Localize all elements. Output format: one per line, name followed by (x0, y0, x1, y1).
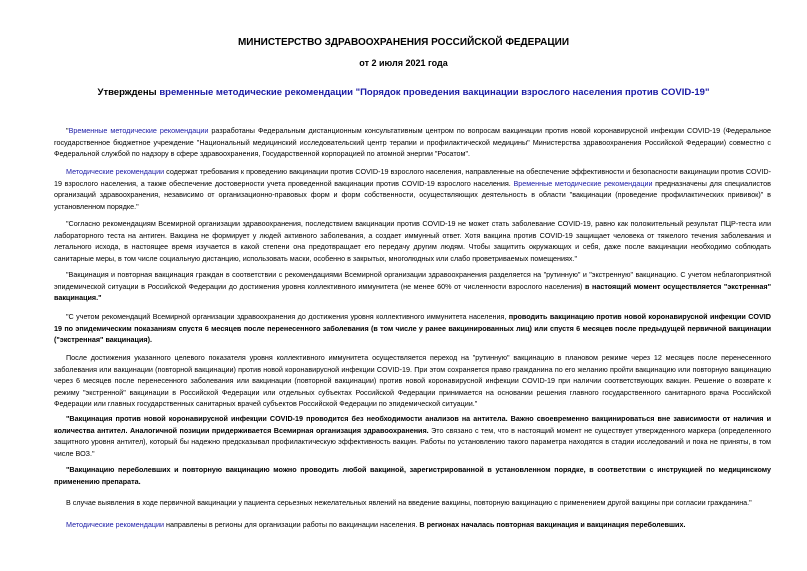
p1-link[interactable]: Временные методические рекомендации (68, 126, 209, 135)
p1-quote: " (66, 126, 69, 135)
p5-text: "С учетом рекомендаций Всемирной организации здравоохранения до достижения уровня коллективного иммунитета населения, (66, 312, 509, 321)
p1-text: разработаны Федеральным дистанционным консультативным центром по вопросам вакцинации против новой коронавирусной инфекции COVID-19 (Федеральное государственное бюджетное учреждение "Национальный медицинский исследовательский центр терапии и профилактической медицины" Министерства здравоохранения Российской Федерации) совместно с Федеральной службой по надзору в сфере здравоохранения, Государственной корпорацией по атомной энергии "Росатом". (54, 126, 771, 159)
paragraph-3 (54, 218, 771, 264)
paragraph-9 (54, 497, 771, 509)
document-date: от 2 июля 2021 года (359, 58, 448, 68)
p7-text: Это связано с тем, что в настоящий момент не существует утвержденного маркера (определенного защитного уровня антител), который бы надежно предсказывал профилактическую эффективность вакцин. Работы по установлению такого параметра находятся в стадии исследований и пока не приняты, в том числе ВОЗ." (54, 425, 771, 458)
p5-bold: проводить вакцинацию против новой коронавирусной инфекции COVID 19 по эпидемическим показаниям спустя 6 месяцев после перенесенного заболевания (в том числе у ранее вакцинированных лиц) или спустя 6 месяцев после предыдущей первичной вакцинации ("экстренная" вакцинация). (54, 312, 771, 345)
p2-text-2: предназначены для специалистов организаций здравоохранения, независимо от организационно-правовых форм и форм собственности, осуществляющих деятельность в области "вакцинации (проведение профилактических прививок)" в установленном порядке." (54, 178, 771, 211)
p10-link[interactable]: Методические рекомендации (66, 520, 165, 529)
p10-bold: В регионах началась повторная вакцинация и вакцинация переболевших. (419, 520, 686, 529)
paragraph-1 (54, 125, 771, 160)
paragraph-10 (54, 519, 771, 531)
approved-prefix: Утверждены (97, 87, 160, 98)
p8-bold: "Вакцинацию переболевших и повторную вакцинацию можно проводить любой вакциной, зарегистрированной в установленном порядке, в соответствии с инструкцией по медицинскому применению препарата. (54, 465, 771, 486)
p6-text: После достижения указанного целевого показателя уровня коллективного иммунитета осуществляется переход на "рутинную" вакцинацию в плановом режиме через 12 месяцев после перенесенного заболевания или вакцинации (повторной вакцинации) против новой коронавирусной инфекции COVID-19. При этом сохраняется право гражданина по его желанию пройти вакцинацию или повторную вакцинацию через 6 месяцев после перенесенного заболевания или вакцинации (повторной вакцинации) против новой коронавирусной инфекции COVID-19 при наличии соответствующих вакцин. Решение о возврате к режиму "экстренной" вакцинации в Российской Федерации или отдельных субъектах Российской Федерации принимается на основании решения главного государственного санитарного врача Российской Федерации или главных государственных санитарных врачей субъектов Российской Федерации по эпидемической ситуации." (54, 353, 771, 409)
paragraph-2 (54, 166, 771, 212)
paragraph-6 (54, 352, 771, 410)
approved-heading (0, 87, 807, 98)
paragraph-5 (54, 311, 771, 346)
paragraph-4 (54, 269, 771, 304)
p9-text: В случае выявления в ходе первичной вакцинации у пациента серьезных нежелательных явлений на введение вакцины, повторную вакцинацию с применением другой вакцины при согласии гражданина." (66, 498, 752, 507)
paragraph-8 (54, 464, 771, 487)
paragraph-7 (54, 413, 771, 459)
p2-text-1: содержат требования к проведению вакцинации против COVID-19 взрослого населения, направленные на обеспечение эффективности и безопасности вакцинации против COVID-19 взрослого населения, а также обеспечение достоверности учета проведенной вакцинации против COVID-19 взрослого населения. (54, 167, 771, 188)
approved-link[interactable]: временные методические рекомендации "Порядок проведения вакцинации взрослого населения против COVID-19" (159, 87, 710, 98)
p10-text: направлены в регионы для организации работы по вакцинации населения. (164, 520, 420, 529)
p4-bold: в настоящий момент осуществляется "экстренная" вакцинация." (54, 281, 771, 303)
p7-bold: "Вакцинация против новой коронавирусной инфекции COVID-19 проводится без необходимости анализов на антитела. Важно своевременно вакцинироваться вне зависимости от наличия и количества антител. Аналогичной позиции придерживается Всемирная организация здравоохранения. (54, 414, 771, 435)
p2-link-2[interactable]: Временные методические рекомендации (513, 178, 653, 188)
ministry-heading: МИНИСТЕРСТВО ЗДРАВООХРАНЕНИЯ РОССИЙСКОЙ ФЕДЕРАЦИИ (237, 37, 570, 48)
p4-text: "Вакцинация и повторная вакцинация граждан в соответствии с рекомендациями Всемирной организации здравоохранения разделяется на "рутинную" и "экстренную" вакцинацию. С учетом неблагоприятной эпидемической ситуации в Российской Федерации до достижения уровня коллективного иммунитета (не менее 60% от численности взрослого населения) (54, 270, 771, 291)
p3-text: "Согласно рекомендациям Всемирной организации здравоохранения, последствием вакцинации против COVID-19 не может стать заболевание COVID-19, равно как положительный результат ПЦР-теста или лабораторного теста на антиген. Вакцина не формирует у людей активного заболевания, а создает иммунный ответ. Хотя вакцина против COVID-19 защищает человека от тяжелого течения заболевания и летального исхода, в настоящее время изучается в какой степени она предотвращает его передачу другим людям. Чтобы защитить окружающих и себя, даже после вакцинации необходимо соблюдать санитарные меры, в том числе социальную дистанцию, использовать маски, особенно в закрытых, многолюдных или слабо проветриваемых помещениях." (54, 219, 771, 263)
p2-link-1[interactable]: Методические рекомендации (66, 167, 165, 176)
